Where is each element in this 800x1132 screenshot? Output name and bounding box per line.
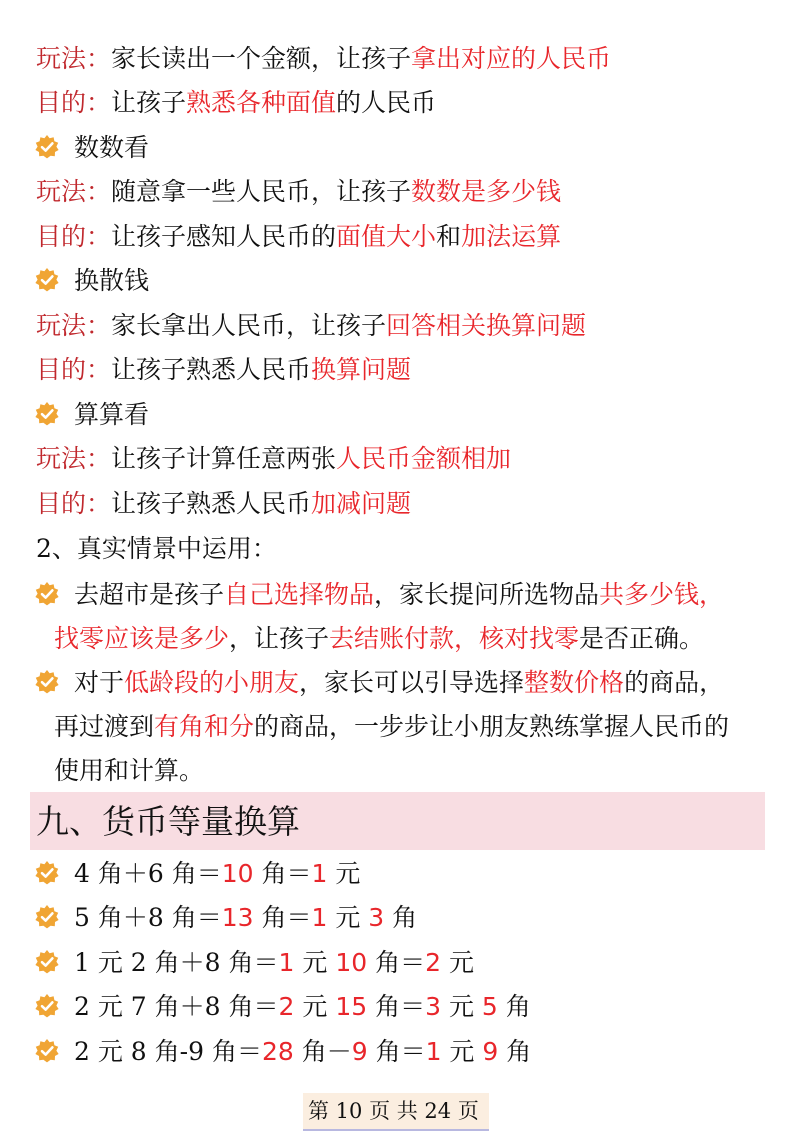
purpose-4: 目的：让孩子熟悉人民币加减问题 [36,489,412,518]
game-title-calc: 算算看 [34,398,149,432]
equation-text: 元 [441,992,482,1021]
equation-line [34,1035,531,1069]
equation-text: 2 元 8 角-9 角＝ [74,1037,262,1066]
equation-answer: 10 [335,948,368,977]
equation-line [34,990,531,1024]
play-method-1: 玩法：家长读出一个金额，让孩子拿出对应的人民币 [36,44,612,73]
equation-text: 元 [294,992,336,1021]
section-2-title: 2、真实情景中运用： [36,534,277,563]
page-number: 第 10 页 共 24 页 [308,1099,479,1123]
equation-answer: 9 [482,1037,499,1066]
badge-check-icon [34,134,60,160]
badge-check-icon [34,1038,60,1064]
equation-answer: 2 [278,992,295,1021]
game-title-exchange: 换散钱 [34,264,149,298]
equation-text: 元 [441,1037,483,1066]
badge-check-icon [34,267,60,293]
equation-answer: 28 [261,1037,294,1066]
equation-text: 元 [327,903,369,932]
equation-line [34,857,360,891]
play-method-2: 玩法：随意拿一些人民币，让孩子数数是多少钱 [36,177,562,206]
equation-text: 角 [498,1037,532,1066]
equation-text: 角＝ [367,992,426,1021]
equation-line [34,946,474,980]
equation-answer: 9 [351,1037,368,1066]
equation-answer: 1 [425,1037,442,1066]
equation-answer: 13 [221,903,254,932]
section-heading: 九、货币等量换算 [36,802,300,841]
young-kids-line-2: 再过渡到有角和分的商品，一步步让小朋友熟练掌握人民币的 [54,712,730,741]
equation-text: 元 [327,859,361,888]
equation-text: 4 角＋6 角＝ [74,859,222,888]
equation-answer: 1 [311,859,328,888]
young-kids-line-3: 使用和计算。 [54,756,205,785]
equation-text: 角 [497,992,531,1021]
purpose-2: 目的：让孩子感知人民币的面值大小和加法运算 [36,222,562,251]
equation-text: 元 [441,948,474,977]
equation-text: 角－ [293,1037,352,1066]
purpose-3: 目的：让孩子熟悉人民币换算问题 [36,355,412,384]
equation-text: 角＝ [253,859,312,888]
equation-answer: 1 [311,903,328,932]
equation-answer: 3 [425,992,441,1021]
equation-answer: 1 [278,948,295,977]
badge-check-icon [34,581,60,607]
game-title-count: 数数看 [34,131,149,165]
equation-text: 角＝ [253,903,312,932]
supermarket-line-2: 找零应该是多少，让孩子去结账付款，核对找零是否正确。 [54,624,705,653]
supermarket-line-1: 去超市是孩子自己选择物品，家长提问所选物品共多少钱， [34,578,724,612]
equation-text: 角＝ [367,948,426,977]
young-kids-line-1: 对于低龄段的小朋友，家长可以引导选择整数价格的商品， [34,666,724,700]
equation-line [34,901,417,935]
badge-check-icon [34,860,60,886]
equation-answer: 5 [481,992,498,1021]
equation-text: 2 元 7 角＋8 角＝ [74,992,279,1021]
equation-text: 角 [384,903,418,932]
equation-answer: 2 [425,948,441,977]
equation-text: 角＝ [367,1037,426,1066]
equation-text: 1 元 2 角＋8 角＝ [74,948,279,977]
badge-check-icon [34,993,60,1019]
equation-text: 元 [294,948,336,977]
play-method-4: 玩法：让孩子计算任意两张人民币金额相加 [36,444,512,473]
purpose-1: 目的：让孩子熟悉各种面值的人民币 [36,88,437,117]
badge-check-icon [34,949,60,975]
badge-check-icon [34,669,60,695]
equation-answer: 15 [335,992,368,1021]
equation-answer: 10 [221,859,254,888]
badge-check-icon [34,401,60,427]
play-method-3: 玩法：家长拿出人民币，让孩子回答相关换算问题 [36,311,587,340]
equation-text: 5 角＋8 角＝ [74,903,222,932]
badge-check-icon [34,904,60,930]
equation-answer: 3 [368,903,385,932]
